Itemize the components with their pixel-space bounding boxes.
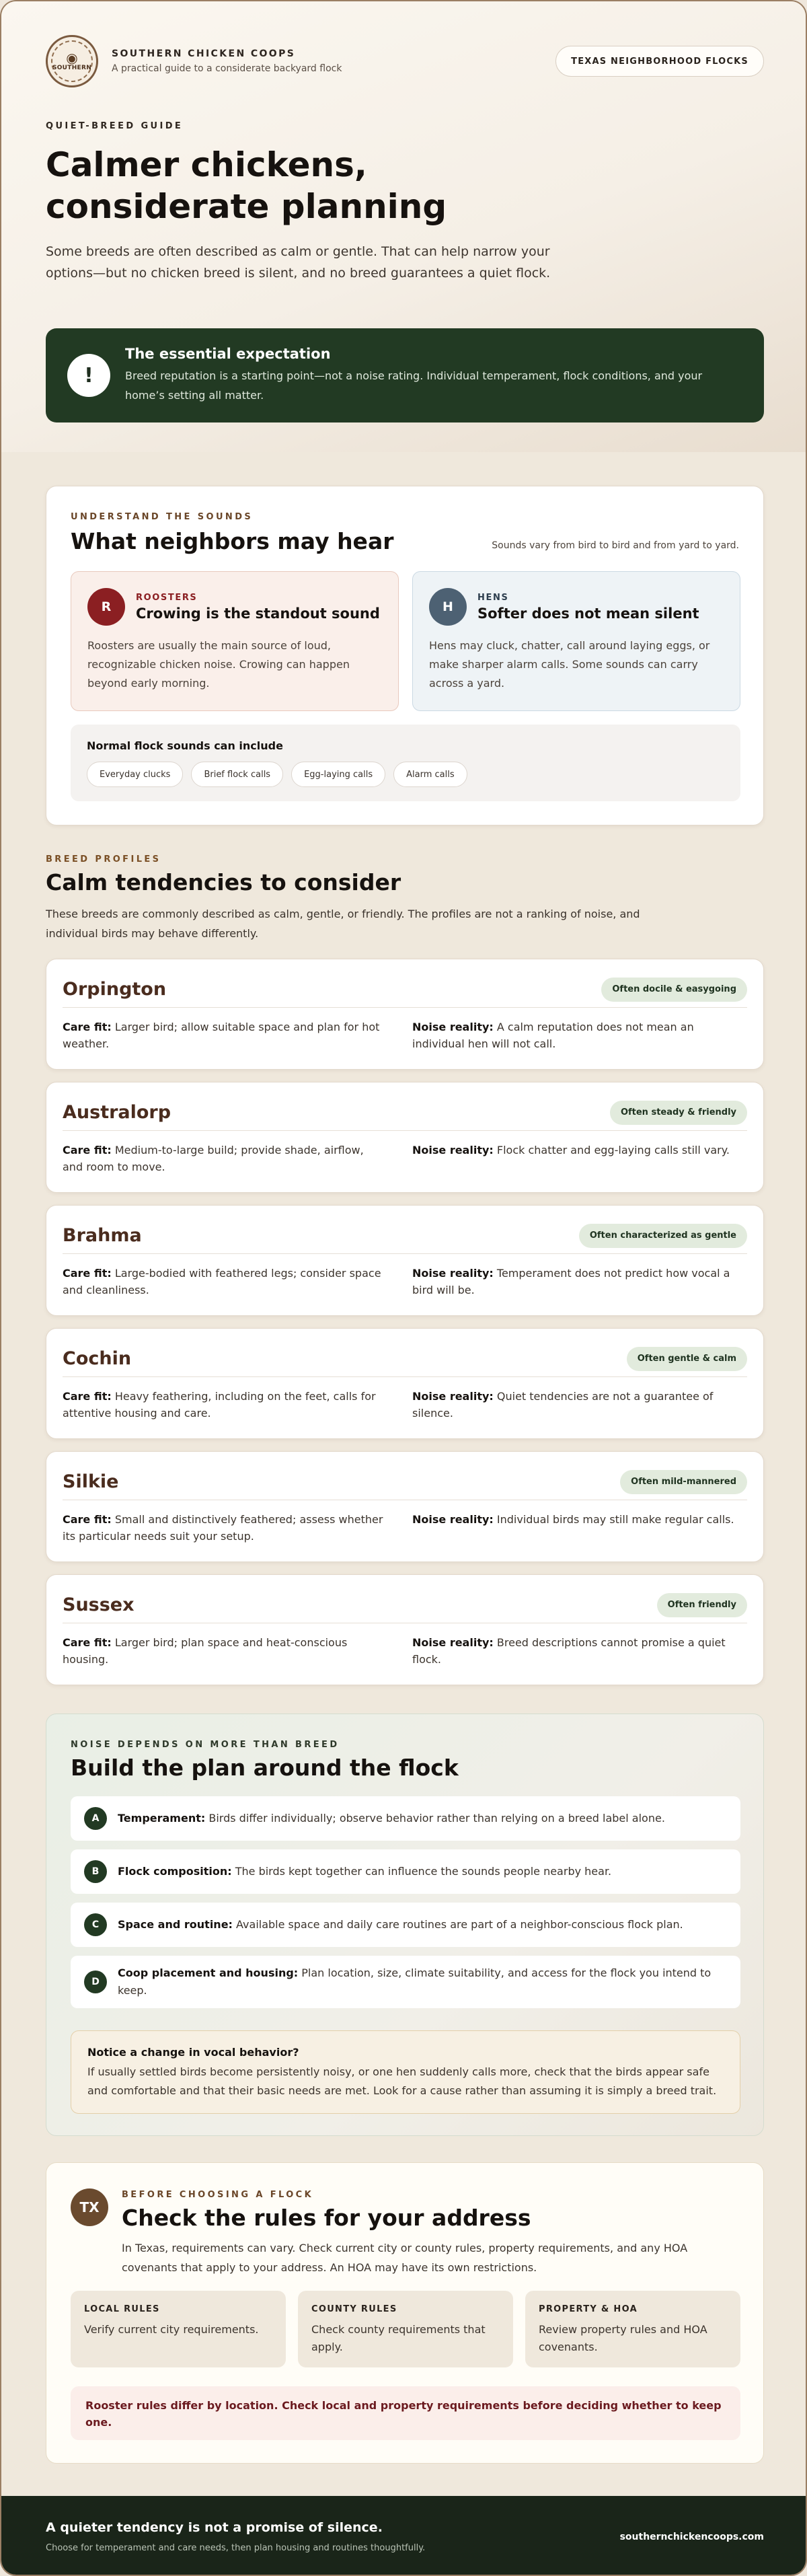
sounds-note: Sounds vary from bird to bird and from yard to yard. bbox=[492, 540, 739, 551]
care-fit bbox=[63, 1388, 385, 1422]
breed-card-head bbox=[63, 1341, 747, 1377]
care-fit bbox=[63, 1019, 385, 1052]
roosters-card-head bbox=[87, 588, 382, 626]
hens-card-head bbox=[429, 588, 724, 626]
plan-item-body: Birds differ individually; observe behavior rather than relying on a breed label alone. bbox=[208, 1812, 665, 1825]
callout-title: The essential expectation bbox=[125, 346, 331, 362]
chip-everyday-clucks: Everyday clucks bbox=[87, 762, 183, 787]
noise-reality-label: Noise reality: bbox=[412, 1636, 494, 1649]
noise-reality bbox=[412, 1265, 735, 1298]
breed-name: Brahma bbox=[63, 1225, 142, 1246]
chip-brief-flock-calls: Brief flock calls bbox=[191, 762, 283, 787]
care-fit bbox=[63, 1634, 385, 1668]
site-header bbox=[46, 38, 764, 85]
letter-d-icon: D bbox=[84, 1971, 107, 1993]
callout-text bbox=[125, 346, 717, 405]
roosters-body: Roosters are usually the main source of loud, recognizable chicken noise. Crowing can happen beyond early morning. bbox=[87, 639, 350, 690]
care-fit-label: Care fit: bbox=[63, 1513, 112, 1526]
property-hoa-box bbox=[525, 2291, 740, 2367]
rules-lede: In Texas, requirements can vary. Check current city or county rules, property requirements, and any HOA covenants that apply to your address. An HOA may have its own restrictions. bbox=[122, 2242, 688, 2274]
plan-item-text bbox=[118, 1964, 727, 1999]
plan-item-label: Space and routine: bbox=[118, 1918, 233, 1931]
care-fit-text: Large-bodied with feathered legs; consider space and cleanliness. bbox=[63, 1267, 381, 1296]
roosters-kicker: ROOSTERS bbox=[136, 592, 198, 603]
plan-item-flock-composition bbox=[71, 1849, 740, 1894]
texas-badge-icon: TX bbox=[71, 2188, 108, 2226]
plan-item-body: The birds kept together can influence the sounds people nearby hear. bbox=[235, 1865, 612, 1878]
noise-reality-label: Noise reality: bbox=[412, 1144, 494, 1156]
breed-card-orpington bbox=[46, 959, 764, 1070]
noise-reality bbox=[412, 1511, 735, 1528]
hero-section bbox=[1, 1, 807, 452]
region-pill[interactable]: TEXAS NEIGHBORHOOD FLOCKS bbox=[555, 46, 764, 77]
hero-eyebrow: QUIET-BREED GUIDE bbox=[46, 121, 184, 131]
care-fit-label: Care fit: bbox=[63, 1267, 112, 1280]
footer-subtitle: Choose for temperament and care needs, then plan housing and routines thoughtfully. bbox=[46, 2543, 426, 2553]
plan-item-body: Available space and daily care routines are part of a neighbor-conscious flock plan. bbox=[236, 1918, 683, 1931]
care-fit-label: Care fit: bbox=[63, 1144, 112, 1156]
profiles-title: Calm tendencies to consider bbox=[46, 869, 401, 895]
county-rules-box bbox=[298, 2291, 513, 2367]
page-title: Calmer chickens, considerate planning bbox=[46, 145, 447, 226]
noise-reality-label: Noise reality: bbox=[412, 1513, 494, 1526]
noise-reality-text: Quiet tendencies are not a guarantee of silence. bbox=[412, 1390, 714, 1420]
breed-card-head bbox=[63, 1464, 747, 1500]
noise-reality-label: Noise reality: bbox=[412, 1021, 494, 1033]
temperament-badge: Often friendly bbox=[657, 1593, 747, 1617]
profiles-eyebrow: BREED PROFILES bbox=[46, 854, 161, 864]
rule-body: Review property rules and HOA covenants. bbox=[539, 2323, 707, 2353]
breed-card-cochin bbox=[46, 1328, 764, 1439]
breed-name: Australorp bbox=[63, 1102, 171, 1123]
breed-card-brahma bbox=[46, 1205, 764, 1316]
roosters-title: Crowing is the standout sound bbox=[136, 605, 380, 622]
letter-b-icon: B bbox=[84, 1860, 107, 1883]
hens-title: Softer does not mean silent bbox=[477, 605, 699, 622]
chip-egg-laying-calls: Egg-laying calls bbox=[291, 762, 385, 787]
flock-plan-section bbox=[46, 1714, 764, 2136]
care-fit-label: Care fit: bbox=[63, 1390, 112, 1403]
footer-text bbox=[46, 2520, 425, 2553]
temperament-badge: Often docile & easygoing bbox=[601, 978, 747, 1002]
care-fit-text: Small and distinctively feathered; assess whether its particular needs suit your setup. bbox=[63, 1513, 383, 1543]
plan-item-text bbox=[118, 1810, 665, 1827]
rule-head: PROPERTY & HOA bbox=[539, 2304, 638, 2314]
breed-name: Cochin bbox=[63, 1348, 132, 1369]
plan-item-text bbox=[118, 1863, 611, 1880]
plan-item-coop-placement bbox=[71, 1956, 740, 2008]
care-fit-label: Care fit: bbox=[63, 1021, 112, 1033]
address-rules-section bbox=[46, 2162, 764, 2464]
care-fit-text: Heavy feathering, including on the feet, calls for attentive housing and care. bbox=[63, 1390, 376, 1420]
hero-lede: Some breeds are often described as calm or gentle. That can help narrow your options—but no chicken breed is silent, and no breed guarantees a quiet flock. bbox=[46, 244, 551, 281]
hens-body: Hens may cluck, chatter, call around laying eggs, or make sharper alarm calls. Some sounds can carry across a yard. bbox=[429, 639, 710, 690]
noise-reality bbox=[412, 1019, 735, 1052]
letter-a-icon: A bbox=[84, 1807, 107, 1830]
rule-body: Verify current city requirements. bbox=[84, 2323, 259, 2336]
breed-card-sussex bbox=[46, 1574, 764, 1685]
temperament-badge: Often mild-mannered bbox=[620, 1470, 747, 1494]
noise-reality-text: Individual birds may still make regular calls. bbox=[496, 1513, 734, 1526]
callout-body: Breed reputation is a starting point—not a noise rating. Individual temperament, flock conditions, and your home’s setting all matter. bbox=[125, 369, 703, 402]
temperament-badge: Often characterized as gentle bbox=[579, 1224, 747, 1248]
vocal-change-notice bbox=[71, 2030, 740, 2114]
care-fit-text: Medium-to-large build; provide shade, airflow, and room to move. bbox=[63, 1144, 364, 1173]
care-fit-text: Larger bird; plan space and heat-conscious housing. bbox=[63, 1636, 348, 1666]
sounds-eyebrow: UNDERSTAND THE SOUNDS bbox=[71, 512, 254, 522]
care-fit bbox=[63, 1511, 385, 1545]
letter-c-icon: C bbox=[84, 1913, 107, 1936]
temperament-badge: Often steady & friendly bbox=[610, 1101, 747, 1125]
footer-title: A quieter tendency is not a promise of silence. bbox=[46, 2520, 383, 2535]
plan-item-label: Coop placement and housing: bbox=[118, 1966, 299, 1979]
noise-reality bbox=[412, 1388, 735, 1422]
brand-tagline: A practical guide to a considerate backyard flock bbox=[112, 63, 342, 74]
notice-body: If usually settled birds become persistently noisy, or one hen suddenly calls more, check that the birds appear safe and comfortable and that their basic needs are met. Look for a cause rather than assuming it is simply a breed trait. bbox=[87, 2065, 717, 2097]
sounds-title: What neighbors may hear bbox=[71, 528, 394, 554]
hen-icon: ◉ bbox=[66, 50, 78, 66]
noise-reality-text: Temperament does not predict how vocal a bird will be. bbox=[412, 1267, 730, 1296]
noise-reality-label: Noise reality: bbox=[412, 1390, 494, 1403]
breed-name: Silkie bbox=[63, 1471, 119, 1492]
breed-name: Sussex bbox=[63, 1594, 134, 1615]
rule-body: Check county requirements that apply. bbox=[311, 2323, 486, 2353]
care-fit bbox=[63, 1265, 385, 1298]
breed-card-australorp bbox=[46, 1082, 764, 1193]
care-fit-text: Larger bird; allow suitable space and plan for hot weather. bbox=[63, 1021, 380, 1050]
site-footer bbox=[1, 2496, 807, 2576]
rooster-rules-warning: Rooster rules differ by location. Check local and property requirements before deciding whether to keep one. bbox=[71, 2386, 740, 2440]
sounds-section bbox=[46, 486, 764, 825]
breed-card-head bbox=[63, 1587, 747, 1623]
noise-reality-text: Breed descriptions cannot promise a quiet flock. bbox=[412, 1636, 726, 1666]
noise-reality bbox=[412, 1634, 735, 1668]
plan-item-label: Flock composition: bbox=[118, 1865, 232, 1878]
logo-word: SOUTHERN bbox=[52, 65, 92, 71]
rooster-badge-icon: R bbox=[87, 588, 125, 626]
brand bbox=[112, 48, 342, 74]
breed-card-head bbox=[63, 1218, 747, 1254]
hen-badge-icon: H bbox=[429, 588, 467, 626]
brand-name[interactable]: SOUTHERN CHICKEN COOPS bbox=[112, 48, 296, 59]
hens-heading bbox=[477, 593, 699, 622]
profiles-lede: These breeds are commonly described as calm, gentle, or friendly. The profiles are not a ranking of noise, and individual birds may behave differently. bbox=[46, 908, 640, 940]
breed-card-silkie bbox=[46, 1451, 764, 1562]
rules-eyebrow: BEFORE CHOOSING A FLOCK bbox=[122, 2190, 314, 2200]
plan-eyebrow: NOISE DEPENDS ON MORE THAN BREED bbox=[71, 1740, 340, 1750]
local-rules-box bbox=[71, 2291, 286, 2367]
noise-reality bbox=[412, 1142, 735, 1158]
plan-title: Build the plan around the flock bbox=[71, 1755, 459, 1781]
hens-card bbox=[412, 571, 740, 711]
plan-item-space-routine bbox=[71, 1903, 740, 1947]
normal-sounds-box bbox=[71, 725, 740, 801]
care-fit bbox=[63, 1142, 385, 1175]
rules-title: Check the rules for your address bbox=[122, 2205, 531, 2231]
normal-sounds-title: Normal flock sounds can include bbox=[87, 739, 283, 752]
logo-badge bbox=[51, 40, 93, 82]
sound-chips bbox=[87, 762, 724, 787]
plan-item-text bbox=[118, 1916, 683, 1934]
breed-card-head bbox=[63, 971, 747, 1008]
noise-reality-label: Noise reality: bbox=[412, 1267, 494, 1280]
brand-logo[interactable] bbox=[46, 35, 98, 87]
temperament-badge: Often gentle & calm bbox=[627, 1347, 747, 1371]
hens-kicker: HENS bbox=[477, 592, 509, 603]
exclamation-icon: ! bbox=[67, 354, 110, 397]
plan-item-temperament bbox=[71, 1796, 740, 1841]
noise-reality-text: A calm reputation does not mean an individual hen will not call. bbox=[412, 1021, 694, 1050]
plan-item-body: Plan location, size, climate suitability, and access for the flock you intend to keep. bbox=[118, 1966, 712, 1997]
roosters-card bbox=[71, 571, 399, 711]
plan-item-label: Temperament: bbox=[118, 1812, 206, 1825]
essential-expectation-callout bbox=[46, 328, 764, 422]
breed-name: Orpington bbox=[63, 979, 167, 1000]
noise-reality-text: Flock chatter and egg-laying calls still vary. bbox=[496, 1144, 730, 1156]
roosters-heading bbox=[136, 593, 380, 622]
notice-title: Notice a change in vocal behavior? bbox=[87, 2046, 299, 2059]
rule-head: COUNTY RULES bbox=[311, 2304, 397, 2314]
chip-alarm-calls: Alarm calls bbox=[393, 762, 467, 787]
breed-card-head bbox=[63, 1095, 747, 1131]
footer-site-link[interactable]: southernchickencoops.com bbox=[619, 2531, 764, 2542]
rule-head: LOCAL RULES bbox=[84, 2304, 160, 2314]
care-fit-label: Care fit: bbox=[63, 1636, 112, 1649]
